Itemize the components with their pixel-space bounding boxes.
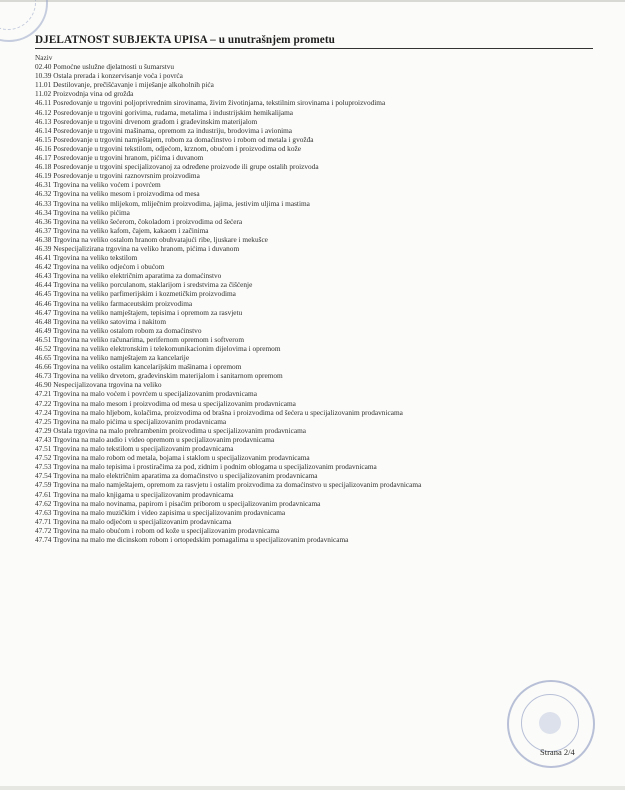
list-item: 47.54 Trgovina na malo električnim aparatima za domaćinstvo u specijalizovanim prodavnicama — [35, 471, 318, 481]
list-item: 46.65 Trgovina na veliko namještajem za kancelarije — [35, 353, 190, 363]
activity-list — [35, 53, 555, 544]
list-item: 47.43 Trgovina na malo audio i video opremom u specijalizovanim prodavnicama — [35, 434, 275, 444]
page-title: DJELATNOST SUBJEKTA UPISA – u unutrašnjem prometu — [35, 34, 335, 46]
list-item: 46.17 Posredovanje u trgovini hranom, pićima i duvanom — [35, 153, 204, 163]
bottom-edge-line — [0, 786, 625, 790]
list-item: 47.74 Trgovina na malo me dicinskom robom i ortopedskim pomagalima u specijalizovanim prodavnicama — [35, 534, 349, 544]
list-item: 47.53 Trgovina na malo tepisima i prostiračima za pod, zidnim i podnim oblogama u specijalizovanim prodavnicama — [35, 462, 377, 472]
list-item: 46.31 Trgovina na veliko voćem i povrćem — [35, 180, 161, 190]
activity-items — [35, 62, 555, 544]
list-item: 47.21 Trgovina na malo voćem i povrćem u specijalizovanim prodavnicama — [35, 389, 257, 399]
list-item: 46.34 Trgovina na veliko pićima — [35, 207, 130, 217]
list-item: 46.46 Trgovina na veliko farmaceutskim proizvodima — [35, 298, 193, 308]
list-item: 46.45 Trgovina na veliko parfimerijskim i kozmetičkim proizvodima — [35, 289, 236, 299]
list-item: 47.25 Trgovina na malo pićima u specijalizovanim prodavnicama — [35, 416, 227, 426]
list-item: 46.33 Trgovina na veliko mlijekom, mliječnim proizvodima, jajima, jestivim uljima i mastima — [35, 198, 310, 208]
list-item: 02.40 Pomoćne uslužne djelatnosti u šumarstvu — [35, 62, 175, 72]
list-item: 47.52 Trgovina na malo robom od metala, bojama i staklom u specijalizovanim prodavnicama — [35, 453, 310, 463]
list-item: 46.39 Nespecijalizirana trgovina na veliko hranom, pićima i duvanom — [35, 243, 240, 253]
page-number: Strana 2/4 — [540, 747, 575, 757]
list-item: 47.24 Trgovina na malo hljebom, kolačima, proizvodima od brašna i proizvodima od šećera u specijalizovanim prodavnicama — [35, 407, 403, 417]
stamp-seal-core — [539, 712, 561, 734]
list-item: 46.73 Trgovina na veliko drvetom, građevinskim materijalom i sanitarnom opremom — [35, 371, 283, 381]
list-item: 11.02 Proizvodnja vina od grožđa — [35, 89, 134, 99]
list-item: 46.15 Posredovanje u trgovini namještajem, robom za domaćinstvo i robom od metala i gvožđa — [35, 134, 314, 144]
list-item: 10.39 Ostala prerada i konzervisanje voća i povrća — [35, 71, 183, 81]
list-item: 46.52 Trgovina na veliko elektronskim i telekomunikacionim dijelovima i opremom — [35, 344, 281, 353]
list-item: 46.44 Trgovina na veliko porculanom, staklarijom i sredstvima za čišćenje — [35, 280, 253, 290]
list-item: 47.72 Trgovina na malo obućom i robom od kože u specijalizovanim prodavnicama — [35, 525, 280, 535]
title-underline — [35, 48, 593, 49]
list-item: 46.11 Posredovanje u trgovini poljoprivrednim sirovinama, živim životinjama, tekstilnim sirovinama i poluproizvodima — [35, 98, 386, 108]
list-item: 47.61 Trgovina na malo knjigama u specijalizovanim prodavnicama — [35, 489, 234, 499]
list-item: 46.19 Posredovanje u trgovini raznovrsnim proizvodima — [35, 171, 200, 181]
list-item: 46.37 Trgovina na veliko kafom, čajem, kakaom i začinima — [35, 225, 209, 235]
top-edge-line — [0, 0, 625, 2]
list-item: 46.48 Trgovina na veliko satovima i nakitom — [35, 316, 167, 326]
list-item: 47.29 Ostala trgovina na malo prehrambenim proizvodima u specijalizovanim prodavnicama — [35, 425, 306, 435]
list-item: 47.59 Trgovina na malo namještajem, opremom za rasvjetu i ostalim proizvodima za domaćinstvo u specijalizovanim prodavnicama — [35, 480, 422, 490]
list-item: 46.32 Trgovina na veliko mesom i proizvodima od mesa — [35, 189, 200, 199]
list-item: 46.18 Posredovanje u trgovini specijalizovanoj za određene proizvode ili grupe ostalih proizvoda — [35, 162, 319, 172]
list-item: 46.16 Posredovanje u trgovini tekstilom, odjećom, krznom, obućom i proizvodima od kože — [35, 143, 301, 153]
column-header: Naziv — [35, 53, 53, 62]
list-item: 46.12 Posredovanje u trgovini gorivima, rudama, metalima i industrijskim hemikalijama — [35, 107, 294, 117]
list-item: 46.36 Trgovina na veliko šećerom, čokoladom i proizvodima od šećera — [35, 216, 243, 226]
list-item: 47.51 Trgovina na malo tekstilom u specijalizovanim prodavnicama — [35, 444, 234, 454]
list-item: 47.71 Trgovina na malo odjećom u specijalizovanim prodavnicama — [35, 516, 232, 526]
list-item: 46.47 Trgovina na veliko namještajem, tepisima i opremom za rasvjetu — [35, 307, 243, 317]
list-item: 46.66 Trgovina na veliko ostalim kancelarijskim mašinama i opremom — [35, 362, 242, 372]
list-item: 11.01 Destilovanje, prečišćavanje i miješanje alkoholnih pića — [35, 80, 214, 90]
list-item: 47.62 Trgovina na malo novinama, papirom i pisaćim priborom u specijalizovanim prodavnicama — [35, 498, 321, 508]
list-item: 46.51 Trgovina na veliko računarima, perifernom opremom i softverom — [35, 334, 244, 344]
list-item: 46.90 Nespecijalizovana trgovina na veliko — [35, 380, 162, 390]
list-item: 46.41 Trgovina na veliko tekstilom — [35, 253, 138, 263]
list-item: 46.42 Trgovina na veliko odjećom i obućom — [35, 262, 165, 272]
list-item: 46.14 Posredovanje u trgovini mašinama, opremom za industriju, brodovima i avionima — [35, 125, 293, 135]
list-item: 46.49 Trgovina na veliko ostalom robom za domaćinstvo — [35, 325, 202, 335]
list-item: 47.63 Trgovina na malo muzičkim i video zapisima u specijalizovanim prodavnicama — [35, 507, 286, 517]
list-item: 46.43 Trgovina na veliko električnim aparatima za domaćinstvo — [35, 271, 222, 281]
list-item: 47.22 Trgovina na malo mesom i proizvodima od mesa u specijalizovanim prodavnicama — [35, 398, 296, 408]
list-item: 46.38 Trgovina na veliko ostalom hranom obuhvatajući ribe, ljuskare i mekušce — [35, 234, 268, 244]
list-item: 46.13 Posredovanje u trgovini drvenom građom i građevinskim materijalom — [35, 116, 258, 126]
